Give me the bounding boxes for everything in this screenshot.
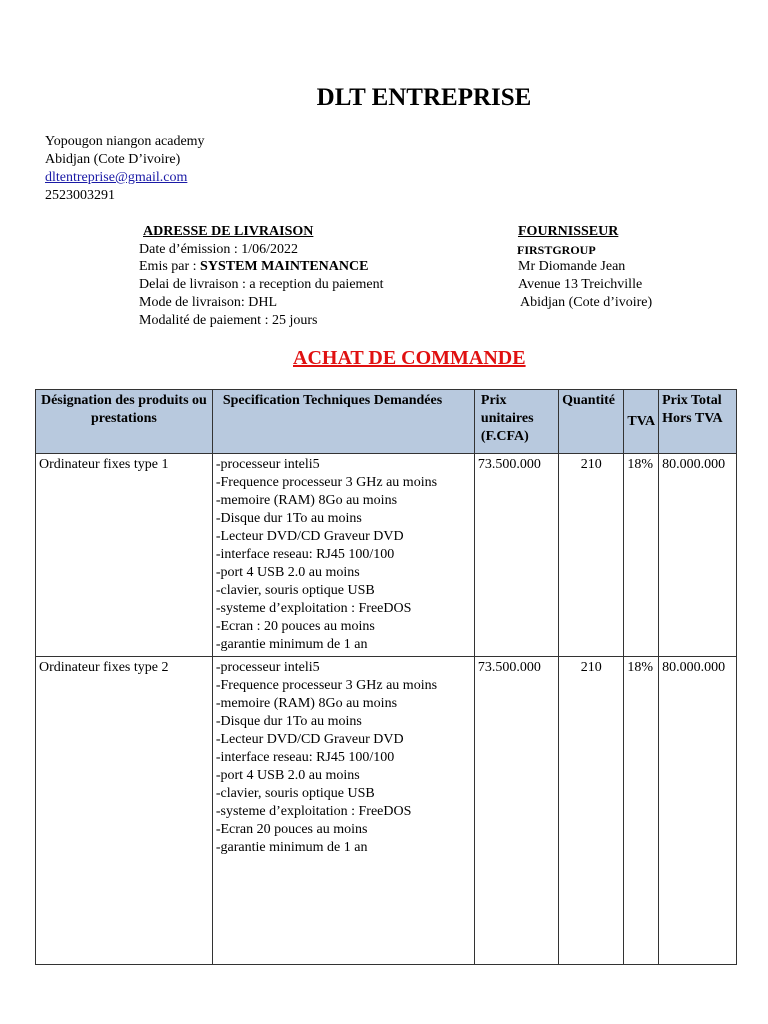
spec-line: -clavier, souris optique USB: [215, 583, 375, 598]
delivery-mode: Mode de livraison: DHL: [139, 295, 278, 310]
spec-line: -Ecran : 20 pouces au moins: [215, 619, 375, 634]
company-phone: 2523003291: [45, 188, 115, 203]
spec-line: -clavier, souris optique USB: [215, 786, 375, 801]
delivery-date: [139, 241, 298, 259]
header-spec: Specification Techniques Demandées: [212, 390, 474, 454]
delivery-issuer-label: Emis par :: [139, 259, 201, 274]
spec-line: -Frequence processeur 3 GHz au moins: [215, 678, 438, 693]
spec-line: -Frequence processeur 3 GHz au moins: [215, 475, 438, 490]
delivery-date-label: Date d’émission :: [139, 242, 242, 257]
header-price: Prix unitaires (F.CFA): [474, 390, 558, 454]
order-title: ACHAT DE COMMANDE: [293, 347, 526, 369]
supplier-name: FIRSTGROUP: [517, 243, 596, 257]
header-tva: TVA: [624, 390, 659, 454]
row-price: 73.500.000: [474, 657, 558, 965]
spec-line: -Disque dur 1To au moins: [215, 714, 362, 729]
spec-line: -garantie minimum de 1 an: [215, 637, 368, 652]
header-qty: Quantité: [559, 390, 624, 454]
supplier-heading: FOURNISSEUR: [518, 224, 619, 239]
row-specs: [212, 657, 474, 965]
company-title: DLT ENTREPRISE: [316, 84, 532, 111]
spec-line: -processeur inteli5: [215, 457, 320, 472]
order-table: [35, 389, 737, 965]
spec-line: -systeme d’exploitation : FreeDOS: [215, 601, 412, 616]
spec-line: -Disque dur 1To au moins: [215, 511, 362, 526]
spec-line: -interface reseau: RJ45 100/100: [215, 750, 395, 765]
row-tva: 18%: [624, 454, 659, 657]
row-qty: 210: [559, 657, 624, 965]
delivery-heading: ADRESSE DE LIVRAISON: [143, 224, 314, 239]
company-address-line1: Yopougon niangon academy: [45, 134, 205, 149]
spec-line: -memoire (RAM) 8Go au moins: [215, 696, 398, 711]
spec-line: -garantie minimum de 1 an: [215, 840, 368, 855]
table-row: [36, 657, 737, 965]
spec-line: -Lecteur DVD/CD Graveur DVD: [215, 732, 404, 747]
supplier-contact: Mr Diomande Jean: [518, 259, 626, 274]
spec-line: -port 4 USB 2.0 au moins: [215, 565, 360, 580]
company-address-line2: Abidjan (Cote D’ivoire): [45, 152, 181, 167]
company-email-link[interactable]: dltentreprise@gmail.com: [45, 170, 188, 185]
delivery-date-value: 1/06/2022: [241, 242, 299, 257]
spec-line: -processeur inteli5: [215, 660, 320, 675]
spec-line: -port 4 USB 2.0 au moins: [215, 768, 360, 783]
row-tva: 18%: [624, 657, 659, 965]
table-row: [36, 454, 737, 657]
spec-line: -Ecran 20 pouces au moins: [215, 822, 368, 837]
row-price: 73.500.000: [474, 454, 558, 657]
spec-line: -systeme d’exploitation : FreeDOS: [215, 804, 412, 819]
delivery-payment: Modalité de paiement : 25 jours: [139, 313, 318, 328]
spec-line: -memoire (RAM) 8Go au moins: [215, 493, 398, 508]
row-designation: Ordinateur fixes type 1: [36, 454, 213, 657]
header-designation: Désignation des produits ou prestations: [36, 390, 213, 454]
supplier-city: Abidjan (Cote d’ivoire): [520, 295, 653, 310]
delivery-delay: Delai de livraison : a reception du paiement: [139, 277, 384, 292]
delivery-issuer-value: SYSTEM MAINTENANCE: [200, 259, 369, 274]
row-total: 80.000.000: [659, 454, 737, 657]
spec-line: -Lecteur DVD/CD Graveur DVD: [215, 529, 404, 544]
header-total: Prix Total Hors TVA: [659, 390, 737, 454]
row-total: 80.000.000: [659, 657, 737, 965]
delivery-issuer: [139, 258, 368, 276]
table-header-row: [36, 390, 737, 454]
spec-line: -interface reseau: RJ45 100/100: [215, 547, 395, 562]
row-specs: [212, 454, 474, 657]
supplier-street: Avenue 13 Treichville: [518, 277, 643, 292]
row-qty: 210: [559, 454, 624, 657]
row-designation: Ordinateur fixes type 2: [36, 657, 213, 965]
